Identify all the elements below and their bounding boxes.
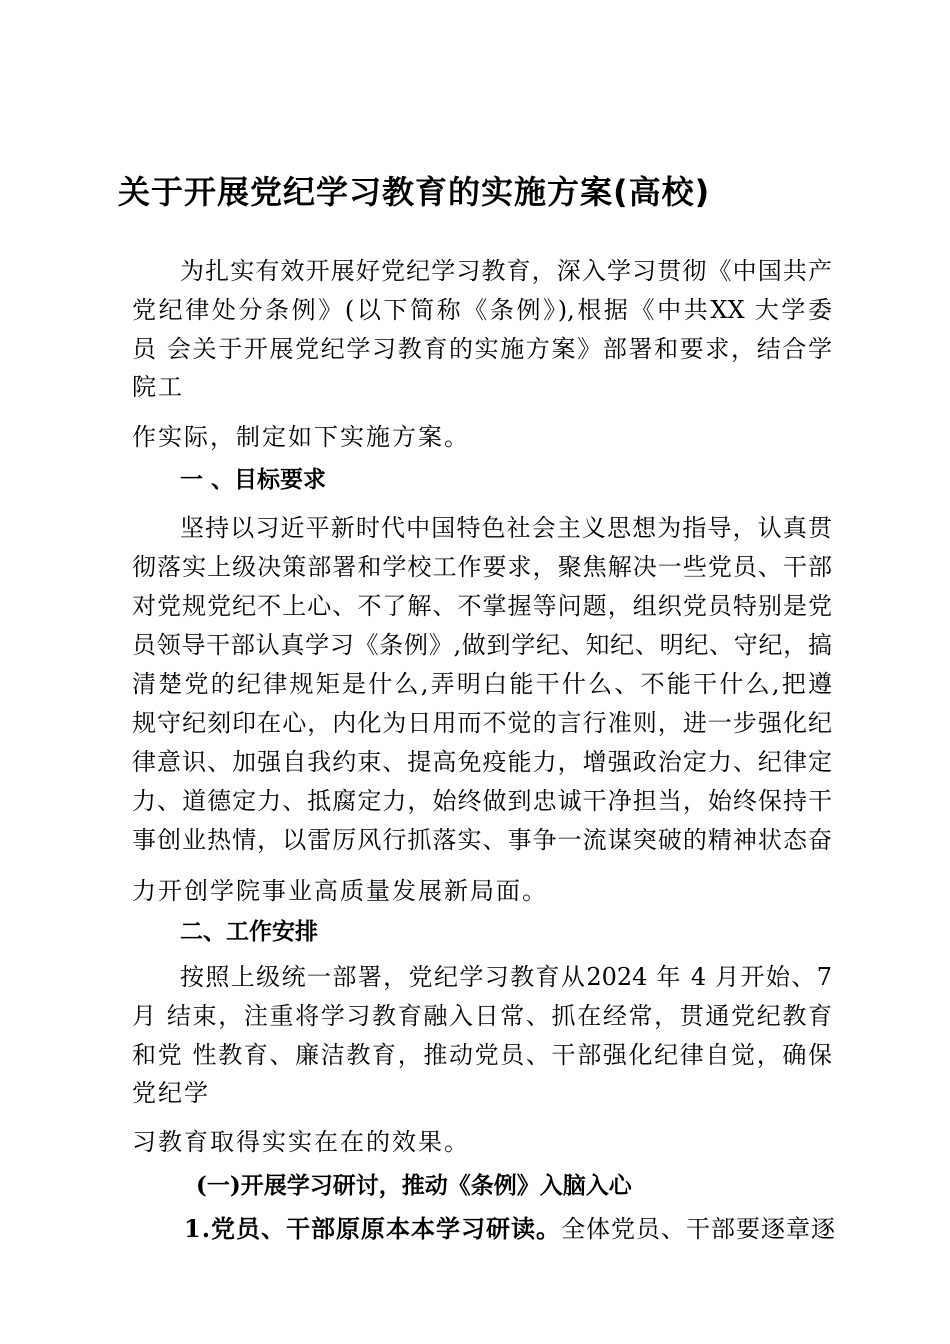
paragraph-line: 律意识、加强自我约束、提高免疫能力，增强政治定力、纪律定 (132, 748, 832, 776)
document-title: 关于开展党纪学习教育的实施方案(高校) (118, 173, 711, 211)
paragraph-line: 彻落实上级决策部署和学校工作要求，聚焦解决一些党员、干部 (132, 553, 832, 581)
paragraph-line: 清楚党的纪律规矩是什么,弄明白能干什么、不能干什么,把遵 (132, 670, 832, 698)
intro-line: 为扎实有效开展好党纪学习教育，深入学习贯彻《中国共产 (180, 257, 832, 285)
list-item-text: 全体党员、干部要逐章逐 (561, 1215, 837, 1243)
paragraph-line: 力、道德定力、抵腐定力，始终做到忠诚干净担当，始终保持干 (132, 787, 832, 815)
paragraph-line: 对党规党纪不上心、不了解、不掌握等问题，组织党员特别是党 (132, 592, 832, 620)
paragraph-line: 和党 性教育、廉洁教育，推动党员、干部强化纪律自觉，确保 (132, 1041, 832, 1069)
paragraph-line: 员领导干部认真学习《条例》,做到学纪、知纪、明纪、守纪，搞 (132, 631, 832, 659)
paragraph-line: 力开创学院事业高质量发展新局面。 (132, 877, 548, 905)
paragraph-line: 坚持以习近平新时代中国特色社会主义思想为指导，认真贯 (180, 514, 832, 542)
paragraph-line: 按照上级统一部署，党纪学习教育从2024 年 4 月开始、7 (180, 963, 832, 991)
intro-line: 作实际，制定如下实施方案。 (132, 423, 470, 451)
list-item-lead: 1.党员、干部原原本本学习研读。 (184, 1214, 562, 1243)
paragraph-line: 规守纪刻印在心，内化为日用而不觉的言行准则，进一步强化纪 (132, 709, 832, 737)
paragraph-line: 习教育取得实实在在的效果。 (132, 1128, 470, 1156)
list-item (184, 1214, 837, 1244)
paragraph-line: 党纪学 (132, 1079, 210, 1107)
section-heading: 一 、目标要求 (180, 467, 327, 493)
section-heading: 二、工作安排 (180, 919, 318, 945)
intro-line: 院工 (132, 373, 184, 401)
paragraph-line: 月 结束，注重将学习教育融入日常、抓在经常，贯通党纪教育 (132, 1002, 832, 1030)
paragraph-line: 事创业热情，以雷厉风行抓落实、事争一流谋突破的精神状态奋 (132, 826, 832, 854)
intro-line: 员 会关于开展党纪学习教育的实施方案》部署和要求，结合学 (132, 335, 832, 363)
intro-line: 党纪律处分条例》(以下简称《条例》),根据《中共XX 大学委 (132, 296, 832, 324)
subsection-heading: (一)开展学习研讨，推动《条例》入脑入心 (196, 1172, 632, 1199)
